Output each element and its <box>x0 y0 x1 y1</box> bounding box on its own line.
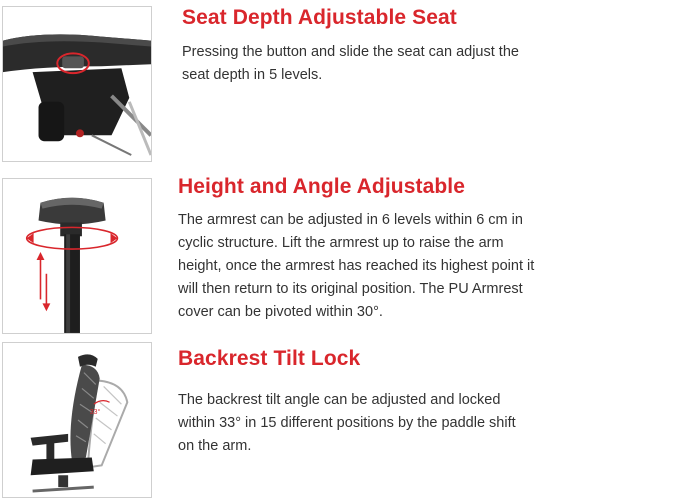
seat-depth-image <box>2 6 152 162</box>
tilt-angle-label: 33° <box>89 409 101 417</box>
backrest-tilt-illustration <box>3 343 151 497</box>
armrest-illustration <box>3 179 151 333</box>
seat-depth-title: Seat Depth Adjustable Seat <box>182 6 457 29</box>
backrest-title: Backrest Tilt Lock <box>178 347 361 370</box>
seat-depth-description: Pressing the button and slide the seat can adjust the seat depth in 5 levels. <box>182 44 519 83</box>
seat-depth-illustration <box>3 7 151 161</box>
backrest-image <box>2 342 152 498</box>
armrest-image <box>2 178 152 334</box>
armrest-title: Height and Angle Adjustable <box>178 175 465 198</box>
armrest-description: The armrest can be adjusted in 6 levels within 6 cm in cyclic structure. Lift the armrest up to raise the arm height, once the armrest has reached its highest point it will then return to its original position. The PU Armrest cover can be pivoted within 30°. <box>178 212 535 320</box>
backrest-description: The backrest tilt angle can be adjusted and locked within 33° in 15 different positions by the paddle shift on the arm. <box>178 392 516 454</box>
